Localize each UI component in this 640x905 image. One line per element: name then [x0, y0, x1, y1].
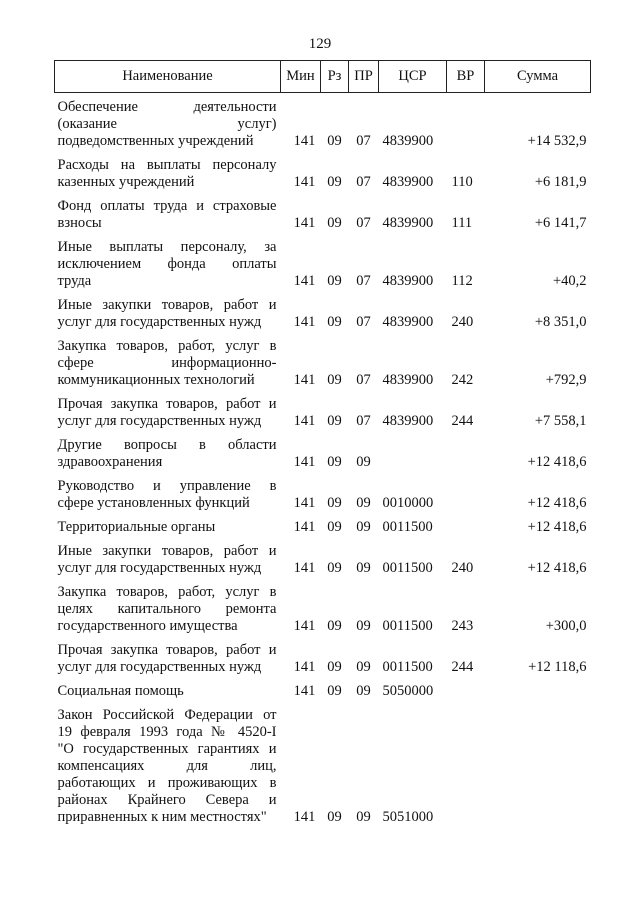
row-vr: 242: [451, 372, 474, 388]
row-name: [55, 290, 281, 331]
row-vr: 243: [451, 618, 474, 634]
row-min: 141: [293, 454, 316, 470]
budget-table: [54, 60, 591, 826]
row-csr: 4839900: [382, 314, 434, 330]
row-pr: 09: [356, 519, 371, 535]
row-vr: [447, 430, 485, 471]
table-header: [55, 61, 591, 93]
row-csr: 4839900: [382, 174, 434, 190]
column-header-vr: ВР: [447, 61, 485, 93]
row-min: 141: [293, 560, 316, 576]
row-name-line: Прочая закупка товаров, работ и: [57, 396, 277, 412]
row-sum: [485, 700, 591, 826]
row-csr: 0010000: [382, 495, 434, 511]
row-vr: 240: [451, 560, 474, 576]
row-pr: 07: [356, 133, 371, 149]
table-row: [55, 536, 591, 577]
row-name-line: приравненных к ним местностях": [57, 809, 267, 825]
row-name-line: сфере установленных функций: [57, 495, 250, 511]
row-name: [55, 232, 281, 290]
row-name-line: труда: [57, 273, 92, 289]
row-pr: 09: [356, 659, 371, 675]
table-row: [55, 232, 591, 290]
row-pr: 07: [356, 273, 371, 289]
row-rz: 09: [327, 314, 342, 330]
row-rz: 09: [327, 413, 342, 429]
row-sum: +7 558,1: [534, 413, 587, 429]
row-name-line: Закупка товаров, работ, услуг в: [57, 584, 277, 600]
row-name: [55, 150, 281, 191]
row-name-line: работающих и проживающих в: [57, 775, 277, 791]
row-csr: 0011500: [382, 659, 433, 675]
row-name: [55, 536, 281, 577]
row-rz: 09: [327, 809, 342, 825]
row-csr: 0011500: [382, 519, 433, 535]
table-row: [55, 635, 591, 676]
row-name: [55, 430, 281, 471]
row-rz: 09: [327, 133, 342, 149]
row-name-line: услуг для государственных нужд: [57, 560, 262, 576]
row-min: 141: [293, 413, 316, 429]
row-rz: 09: [327, 683, 342, 699]
row-min: 141: [293, 495, 316, 511]
row-csr: 0011500: [382, 618, 433, 634]
row-name: [55, 676, 281, 700]
row-csr: 4839900: [382, 215, 434, 231]
row-name: [55, 471, 281, 512]
row-rz: 09: [327, 454, 342, 470]
row-sum: +792,9: [545, 372, 587, 388]
table-row: [55, 577, 591, 635]
row-min: 141: [293, 215, 316, 231]
row-name-line: Иные закупки товаров, работ и: [57, 543, 277, 559]
row-pr: 07: [356, 314, 371, 330]
row-name-line: государственного имущества: [57, 618, 238, 634]
row-min: 141: [293, 273, 316, 289]
row-rz: 09: [327, 372, 342, 388]
row-rz: 09: [327, 659, 342, 675]
row-name-line: Закупка товаров, работ, услуг в: [57, 338, 277, 354]
row-rz: 09: [327, 618, 342, 634]
row-vr: 240: [451, 314, 474, 330]
row-min: 141: [293, 683, 316, 699]
row-name-line: Фонд оплаты труда и страховые: [57, 198, 277, 214]
table-row: [55, 290, 591, 331]
table-row: [55, 512, 591, 536]
row-min: 141: [293, 519, 316, 535]
column-header-rz: Рз: [321, 61, 349, 93]
row-name-line: коммуникационных технологий: [57, 372, 255, 388]
row-sum: +12 118,6: [528, 659, 587, 675]
row-vr: 244: [451, 413, 474, 429]
row-csr: [379, 430, 447, 471]
row-name: [55, 512, 281, 536]
row-rz: 09: [327, 560, 342, 576]
row-name-line: Прочая закупка товаров, работ и: [57, 642, 277, 658]
table-body: [55, 93, 591, 827]
row-name-line: исключением фонда оплаты: [57, 256, 277, 272]
row-pr: 09: [356, 560, 371, 576]
row-name-line: здравоохранения: [57, 454, 163, 470]
row-name-line: Иные выплаты персоналу, за: [57, 239, 277, 255]
table-row: [55, 430, 591, 471]
row-name-line: Иные закупки товаров, работ и: [57, 297, 277, 313]
row-sum: +300,0: [545, 618, 587, 634]
row-csr: 0011500: [382, 560, 433, 576]
row-pr: 07: [356, 215, 371, 231]
row-rz: 09: [327, 519, 342, 535]
row-sum: +6 181,9: [534, 174, 587, 190]
row-name: [55, 635, 281, 676]
table-row: [55, 93, 591, 151]
row-name-line: Другие вопросы в области: [57, 437, 277, 453]
column-header-name: Наименование: [55, 61, 281, 93]
row-vr: 110: [451, 174, 473, 190]
row-sum: +40,2: [552, 273, 587, 289]
row-min: 141: [293, 133, 316, 149]
row-min: 141: [293, 618, 316, 634]
row-sum: +12 418,6: [527, 495, 587, 511]
table-row: [55, 191, 591, 232]
row-sum: +14 532,9: [527, 133, 587, 149]
row-pr: 07: [356, 413, 371, 429]
row-csr: 4839900: [382, 133, 434, 149]
table-row: [55, 150, 591, 191]
row-vr: 112: [451, 273, 473, 289]
row-csr: 4839900: [382, 413, 434, 429]
table-row: [55, 331, 591, 389]
column-header-min: Мин: [281, 61, 321, 93]
row-name: [55, 93, 281, 151]
row-sum: [485, 676, 591, 700]
row-name-line: Расходы на выплаты персоналу: [57, 157, 277, 173]
row-min: 141: [293, 659, 316, 675]
row-sum: +12 418,6: [527, 454, 587, 470]
row-min: 141: [293, 314, 316, 330]
table-row: [55, 389, 591, 430]
row-csr: 4839900: [382, 372, 434, 388]
row-pr: 09: [356, 618, 371, 634]
row-rz: 09: [327, 215, 342, 231]
row-pr: 07: [356, 372, 371, 388]
row-vr: [447, 512, 485, 536]
row-vr: [447, 471, 485, 512]
row-name-line: услуг для государственных нужд: [57, 659, 262, 675]
row-name-line: компенсациях для лиц,: [57, 758, 277, 774]
row-pr: 09: [356, 809, 371, 825]
row-name-line: услуг для государственных нужд: [57, 413, 262, 429]
row-name-line: казенных учреждений: [57, 174, 195, 190]
row-sum: +12 418,6: [527, 560, 587, 576]
row-sum: +12 418,6: [527, 519, 587, 535]
row-min: 141: [293, 174, 316, 190]
row-name-line: подведомственных учреждений: [57, 133, 254, 149]
table-row: [55, 676, 591, 700]
row-name-line: Социальная помощь: [57, 683, 184, 699]
row-vr: 244: [451, 659, 474, 675]
row-name: [55, 191, 281, 232]
row-pr: 07: [356, 174, 371, 190]
row-sum: +8 351,0: [534, 314, 587, 330]
row-csr: 4839900: [382, 273, 434, 289]
row-name-line: сфере информационно-: [57, 355, 277, 371]
row-name: [55, 700, 281, 826]
row-name-line: целях капитального ремонта: [57, 601, 277, 617]
row-name-line: взносы: [57, 215, 102, 231]
row-vr: [447, 676, 485, 700]
row-rz: 09: [327, 174, 342, 190]
row-name-line: Закон Российской Федерации от: [57, 707, 277, 723]
column-header-sum: Сумма: [485, 61, 591, 93]
row-name: [55, 331, 281, 389]
row-vr: [447, 700, 485, 826]
row-sum: +6 141,7: [534, 215, 587, 231]
row-name-line: 19 февраля 1993 года № 4520-I: [57, 724, 277, 740]
row-name: [55, 389, 281, 430]
row-min: 141: [293, 372, 316, 388]
table-row: [55, 471, 591, 512]
row-csr: 5051000: [382, 809, 434, 825]
column-header-pr: ПР: [349, 61, 379, 93]
row-name-line: "О государственных гарантиях и: [57, 741, 277, 757]
row-name: [55, 577, 281, 635]
row-name-line: услуг для государственных нужд: [57, 314, 262, 330]
row-name-line: Обеспечение деятельности: [57, 99, 277, 115]
row-pr: 09: [356, 495, 371, 511]
table-row: [55, 700, 591, 826]
row-pr: 09: [356, 683, 371, 699]
row-csr: 5050000: [382, 683, 434, 699]
row-pr: 09: [356, 454, 371, 470]
page-number: 129: [308, 36, 332, 52]
row-name-line: (оказание услуг): [57, 116, 277, 132]
row-name-line: районах Крайнего Севера и: [57, 792, 277, 808]
row-name-line: Территориальные органы: [57, 519, 216, 535]
column-header-csr: ЦСР: [379, 61, 447, 93]
row-rz: 09: [327, 495, 342, 511]
row-min: 141: [293, 809, 316, 825]
row-vr: [447, 93, 485, 151]
row-rz: 09: [327, 273, 342, 289]
row-vr: 111: [451, 215, 473, 231]
row-name-line: Руководство и управление в: [57, 478, 277, 494]
